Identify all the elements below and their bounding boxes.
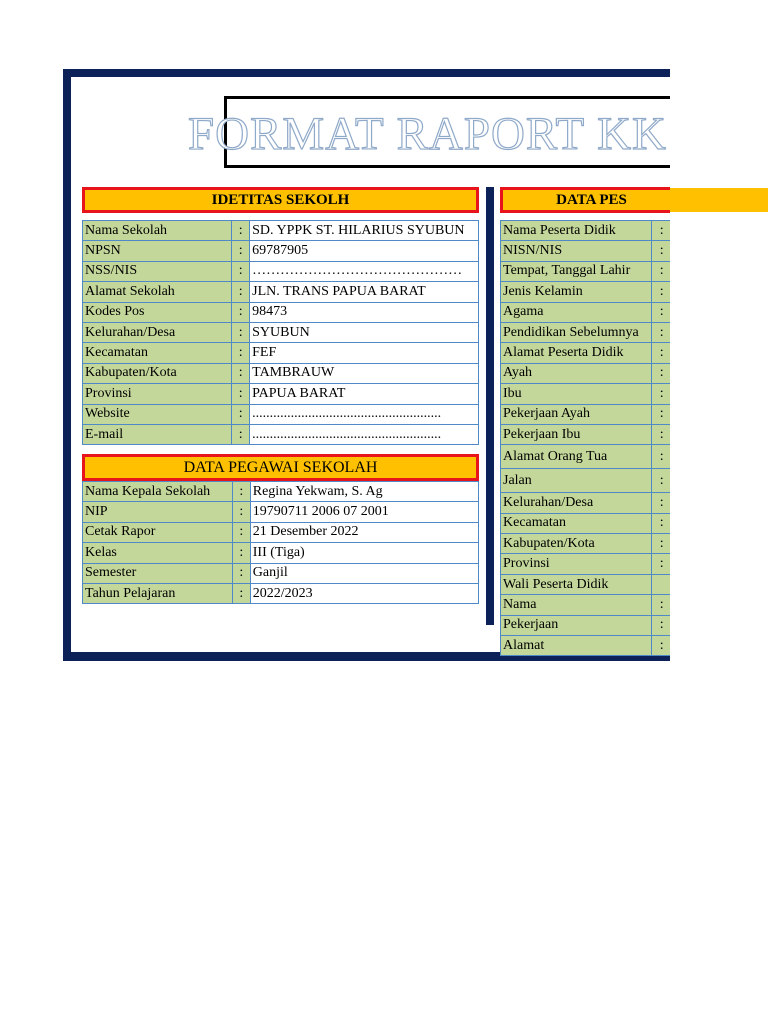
- peserta-colon: :: [652, 221, 670, 241]
- peserta-label: Pekerjaan Ayah: [501, 404, 652, 424]
- peserta-row: [501, 384, 671, 404]
- identitas-value: PAPUA BARAT: [250, 384, 479, 404]
- pegawai-value: Regina Yekwam, S. Ag: [250, 482, 478, 502]
- pegawai-colon: :: [232, 583, 250, 603]
- identitas-row: [83, 221, 479, 241]
- pegawai-heading: DATA PEGAWAI SEKOLAH: [82, 454, 479, 481]
- peserta-colon: :: [652, 554, 670, 574]
- pegawai-label: Cetak Rapor: [83, 522, 233, 542]
- peserta-colon: :: [652, 636, 670, 656]
- peserta-colon: :: [652, 261, 670, 281]
- pegawai-value: 19790711 2006 07 2001: [250, 502, 478, 522]
- pegawai-colon: :: [232, 482, 250, 502]
- pegawai-row: [83, 522, 479, 542]
- identitas-row: [83, 384, 479, 404]
- identitas-value: 98473: [250, 302, 479, 322]
- peserta-label: Jalan: [501, 469, 652, 493]
- frame-top-border: [63, 69, 670, 77]
- peserta-row: [501, 493, 671, 513]
- peserta-row: [501, 282, 671, 302]
- identitas-value: ......................................................: [250, 404, 479, 424]
- identitas-label: Nama Sekolah: [83, 221, 232, 241]
- peserta-table: [500, 220, 670, 656]
- identitas-colon: :: [232, 404, 250, 424]
- peserta-colon: :: [652, 384, 670, 404]
- pegawai-value: 21 Desember 2022: [250, 522, 478, 542]
- peserta-row: [501, 424, 671, 444]
- pegawai-row: [83, 583, 479, 603]
- peserta-colon: :: [652, 513, 670, 533]
- identitas-row: [83, 261, 479, 281]
- pegawai-label: NIP: [83, 502, 233, 522]
- peserta-label: Ibu: [501, 384, 652, 404]
- peserta-label: Alamat Orang Tua: [501, 445, 652, 469]
- pegawai-row: [83, 543, 479, 563]
- report-sheet: [63, 69, 670, 661]
- identitas-value: ………………………………………: [250, 261, 479, 281]
- identitas-value: SD. YPPK ST. HILARIUS SYUBUN: [250, 221, 479, 241]
- peserta-row: [501, 221, 671, 241]
- identitas-colon: :: [232, 322, 250, 342]
- identitas-label: NPSN: [83, 241, 232, 261]
- page-title: FORMAT RAPORT KK: [188, 108, 667, 160]
- pegawai-value: III (Tiga): [250, 543, 478, 563]
- pegawai-table: [82, 481, 479, 604]
- peserta-colon: :: [652, 493, 670, 513]
- identitas-label: NSS/NIS: [83, 261, 232, 281]
- pegawai-value: Ganjil: [250, 563, 478, 583]
- peserta-row: [501, 513, 671, 533]
- identitas-value: ......................................................: [250, 424, 479, 444]
- identitas-value: SYUBUN: [250, 322, 479, 342]
- peserta-colon: [652, 574, 670, 594]
- peserta-label: Tempat, Tanggal Lahir: [501, 261, 652, 281]
- identitas-row: [83, 241, 479, 261]
- identitas-label: Kelurahan/Desa: [83, 322, 232, 342]
- peserta-colon: :: [652, 282, 670, 302]
- peserta-row: [501, 322, 671, 342]
- pegawai-label: Nama Kepala Sekolah: [83, 482, 233, 502]
- peserta-row: [501, 302, 671, 322]
- identitas-value: FEF: [250, 343, 479, 363]
- pegawai-row: [83, 502, 479, 522]
- identitas-colon: :: [232, 221, 250, 241]
- identitas-row: [83, 363, 479, 383]
- pegawai-label: Semester: [83, 563, 233, 583]
- peserta-heading-overflow: [670, 188, 768, 212]
- peserta-row: [501, 469, 671, 493]
- peserta-colon: :: [652, 404, 670, 424]
- pegawai-row: [83, 482, 479, 502]
- peserta-row: [501, 261, 671, 281]
- peserta-colon: :: [652, 469, 670, 493]
- peserta-label: Jenis Kelamin: [501, 282, 652, 302]
- identitas-colon: :: [232, 241, 250, 261]
- peserta-colon: :: [652, 595, 670, 615]
- peserta-row: [501, 554, 671, 574]
- peserta-colon: :: [652, 343, 670, 363]
- identitas-label: Website: [83, 404, 232, 424]
- peserta-row: [501, 595, 671, 615]
- identitas-row: [83, 343, 479, 363]
- peserta-label: Kecamatan: [501, 513, 652, 533]
- identitas-label: Kodes Pos: [83, 302, 232, 322]
- peserta-label: Ayah: [501, 363, 652, 383]
- peserta-row: [501, 636, 671, 656]
- pegawai-colon: :: [232, 563, 250, 583]
- pegawai-row: [83, 563, 479, 583]
- identitas-heading: IDETITAS SEKOLH: [82, 187, 479, 213]
- peserta-row: [501, 574, 671, 594]
- pegawai-value: 2022/2023: [250, 583, 478, 603]
- pegawai-label: Tahun Pelajaran: [83, 583, 233, 603]
- identitas-label: Provinsi: [83, 384, 232, 404]
- peserta-label: Nama Peserta Didik: [501, 221, 652, 241]
- peserta-label: Nama: [501, 595, 652, 615]
- identitas-label: Alamat Sekolah: [83, 282, 232, 302]
- pegawai-colon: :: [232, 502, 250, 522]
- peserta-label: Alamat: [501, 636, 652, 656]
- identitas-value: TAMBRAUW: [250, 363, 479, 383]
- identitas-value: JLN. TRANS PAPUA BARAT: [250, 282, 479, 302]
- peserta-colon: :: [652, 322, 670, 342]
- pegawai-label: Kelas: [83, 543, 233, 563]
- peserta-colon: :: [652, 615, 670, 635]
- identitas-colon: :: [232, 343, 250, 363]
- peserta-row: [501, 445, 671, 469]
- identitas-row: [83, 404, 479, 424]
- identitas-label: Kabupaten/Kota: [83, 363, 232, 383]
- peserta-row: [501, 241, 671, 261]
- identitas-row: [83, 302, 479, 322]
- peserta-label: Pekerjaan Ibu: [501, 424, 652, 444]
- peserta-label: Alamat Peserta Didik: [501, 343, 652, 363]
- peserta-label: NISN/NIS: [501, 241, 652, 261]
- peserta-label: Kelurahan/Desa: [501, 493, 652, 513]
- peserta-row: [501, 363, 671, 383]
- peserta-colon: :: [652, 363, 670, 383]
- identitas-colon: :: [232, 424, 250, 444]
- peserta-label: Pendidikan Sebelumnya: [501, 322, 652, 342]
- identitas-colon: :: [232, 363, 250, 383]
- identitas-row: [83, 282, 479, 302]
- identitas-table: [82, 220, 479, 445]
- column-divider: [486, 187, 494, 625]
- peserta-label: Wali Peserta Didik: [501, 574, 652, 594]
- frame-left-border: [63, 69, 71, 661]
- peserta-colon: :: [652, 445, 670, 469]
- peserta-label: Pekerjaan: [501, 615, 652, 635]
- peserta-label: Agama: [501, 302, 652, 322]
- identitas-label: Kecamatan: [83, 343, 232, 363]
- peserta-colon: :: [652, 302, 670, 322]
- peserta-label: Kabupaten/Kota: [501, 534, 652, 554]
- pegawai-colon: :: [232, 543, 250, 563]
- peserta-colon: :: [652, 241, 670, 261]
- identitas-value: 69787905: [250, 241, 479, 261]
- identitas-row: [83, 424, 479, 444]
- identitas-row: [83, 322, 479, 342]
- peserta-row: [501, 404, 671, 424]
- identitas-label: E-mail: [83, 424, 232, 444]
- identitas-colon: :: [232, 302, 250, 322]
- peserta-colon: :: [652, 534, 670, 554]
- identitas-colon: :: [232, 282, 250, 302]
- pegawai-colon: :: [232, 522, 250, 542]
- peserta-colon: :: [652, 424, 670, 444]
- peserta-heading: DATA PES: [500, 187, 670, 213]
- identitas-colon: :: [232, 261, 250, 281]
- peserta-row: [501, 534, 671, 554]
- peserta-row: [501, 343, 671, 363]
- peserta-row: [501, 615, 671, 635]
- peserta-label: Provinsi: [501, 554, 652, 574]
- identitas-colon: :: [232, 384, 250, 404]
